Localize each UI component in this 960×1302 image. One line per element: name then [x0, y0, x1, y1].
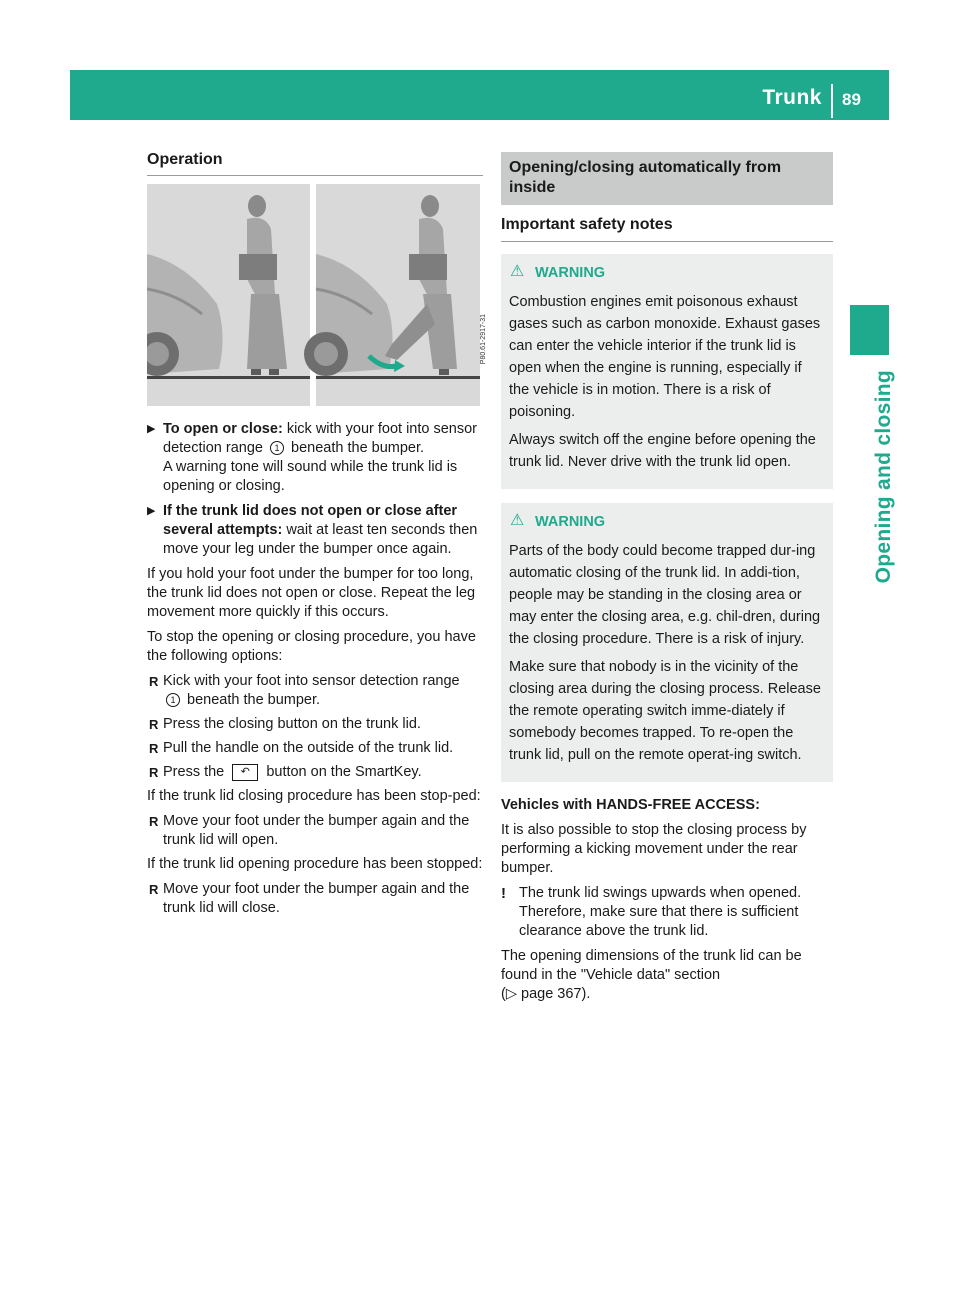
list-item	[147, 763, 483, 782]
warning-title-text: WARNING	[535, 514, 606, 530]
bullet-icon: R	[149, 674, 159, 689]
kick-sensor-illustration	[147, 184, 487, 406]
operation-heading: Operation	[147, 150, 483, 176]
header-separator	[831, 84, 833, 118]
instruction-text: wait at least ten seconds then move your leg under the bumper once again.	[163, 522, 478, 557]
side-tab-block	[850, 305, 889, 355]
warning-triangle-icon: ⚠	[510, 512, 525, 529]
warning-box-exhaust	[501, 254, 833, 489]
warning-text: Parts of the body could become trapped dur-ing automatic closing of the trunk lid. In addi-tion, people may be standing in the closing area or may enter the closing area, e.g. chil-dren, during the closing procedure. There is a risk of injury.	[509, 543, 821, 647]
bullet-icon: R	[149, 741, 159, 756]
instruction-open-close	[147, 420, 483, 496]
paragraph: If the trunk lid closing procedure has been stop-ped:	[147, 788, 481, 804]
bullet-text: button on the SmartKey.	[266, 764, 422, 780]
list-item	[147, 880, 483, 918]
paragraph: To stop the opening or closing procedure, you have the following options:	[147, 629, 476, 664]
note	[501, 884, 833, 941]
bullet-text: Kick with your foot into sensor detection range	[163, 673, 460, 689]
safety-notes-heading: Important safety notes	[501, 215, 833, 242]
warning-title	[510, 263, 825, 283]
bullet-icon: R	[149, 814, 159, 829]
callout-marker: 1	[166, 693, 180, 707]
warning-text: Make sure that nobody is in the vicinity of the closing area during the closing process. Release the remote operating switch imme-diately if somebody becomes trapped. To re-open the trunk lid, pull on the remote operat-ing switch.	[509, 659, 821, 763]
warning-box-trapping	[501, 503, 833, 782]
instruction-arrow-icon: ▶	[147, 423, 156, 435]
bullet-text: beneath the bumper.	[187, 692, 321, 708]
warning-triangle-icon: ⚠	[510, 263, 525, 280]
left-column	[147, 150, 487, 923]
header-title: Trunk	[762, 86, 822, 109]
hands-free-heading: Vehicles with HANDS-FREE ACCESS:	[501, 797, 760, 813]
bullet-text: Press the	[163, 764, 225, 780]
paragraph: If you hold your foot under the bumper for too long, the trunk lid does not open or close. Repeat the leg movement more quickly if this occurs.	[147, 566, 476, 620]
page-number: 89	[842, 90, 861, 109]
page-ref-arrow-icon: (▷	[501, 986, 517, 1002]
bullet-icon: R	[149, 882, 159, 897]
list-item	[147, 739, 483, 758]
side-tab-label: Opening and closing	[872, 370, 895, 584]
section-heading: Opening/closing automatically from inside	[501, 152, 833, 205]
warning-title-text: WARNING	[535, 265, 606, 281]
warning-text: Always switch off the engine before opening the trunk lid. Never drive with the trunk lid open.	[509, 432, 816, 470]
trunk-key-icon: ↶	[232, 764, 258, 781]
instruction-text: A warning tone will sound while the trunk lid is opening or closing.	[163, 459, 458, 494]
instruction-bold: If the trunk lid does not open or close after several attempts:	[163, 503, 458, 538]
instruction-text: beneath the bumper.	[291, 440, 425, 456]
illustration-svg	[147, 184, 480, 406]
instruction-arrow-icon: ▶	[147, 505, 156, 517]
right-column	[501, 152, 833, 1010]
instruction-bold: To open or close:	[163, 421, 283, 437]
list-item	[147, 715, 483, 734]
list-item	[147, 672, 483, 710]
bullet-icon: R	[149, 765, 159, 780]
page-reference-link[interactable]: page 367).	[521, 986, 591, 1002]
figure-code: P80.61-2917-31	[480, 314, 487, 365]
bullet-text: Move your foot under the bumper again and the trunk lid will open.	[163, 813, 470, 848]
paragraph: If the trunk lid opening procedure has been stopped:	[147, 856, 483, 872]
exclamation-icon: !	[501, 885, 506, 902]
paragraph	[501, 947, 833, 1004]
instruction-text: kick with your foot into sensor detection range	[163, 421, 478, 456]
bullet-icon: R	[149, 717, 159, 732]
bullet-text: Press the closing button on the trunk lid.	[163, 716, 421, 732]
bullet-text: Move your foot under the bumper again and the trunk lid will close.	[163, 881, 470, 916]
warning-title	[510, 512, 825, 532]
list-item	[147, 812, 483, 850]
warning-text: Combustion engines emit poisonous exhaust gases such as carbon monoxide. Exhaust gases can enter the vehicle interior if the trunk lid is open when the engine is running, especially if the vehicle is in motion. There is a risk of poisoning.	[509, 294, 821, 420]
callout-marker: 1	[270, 441, 284, 455]
instruction-retry	[147, 502, 483, 559]
dims-text: The opening dimensions of the trunk lid can be found in the "Vehicle data" section	[501, 948, 802, 983]
note-text: The trunk lid swings upwards when opened. Therefore, make sure that there is sufficient clearance above the trunk lid.	[519, 885, 802, 939]
paragraph: It is also possible to stop the closing process by performing a kicking movement under the rear bumper.	[501, 822, 807, 876]
bullet-text: Pull the handle on the outside of the trunk lid.	[163, 740, 454, 756]
